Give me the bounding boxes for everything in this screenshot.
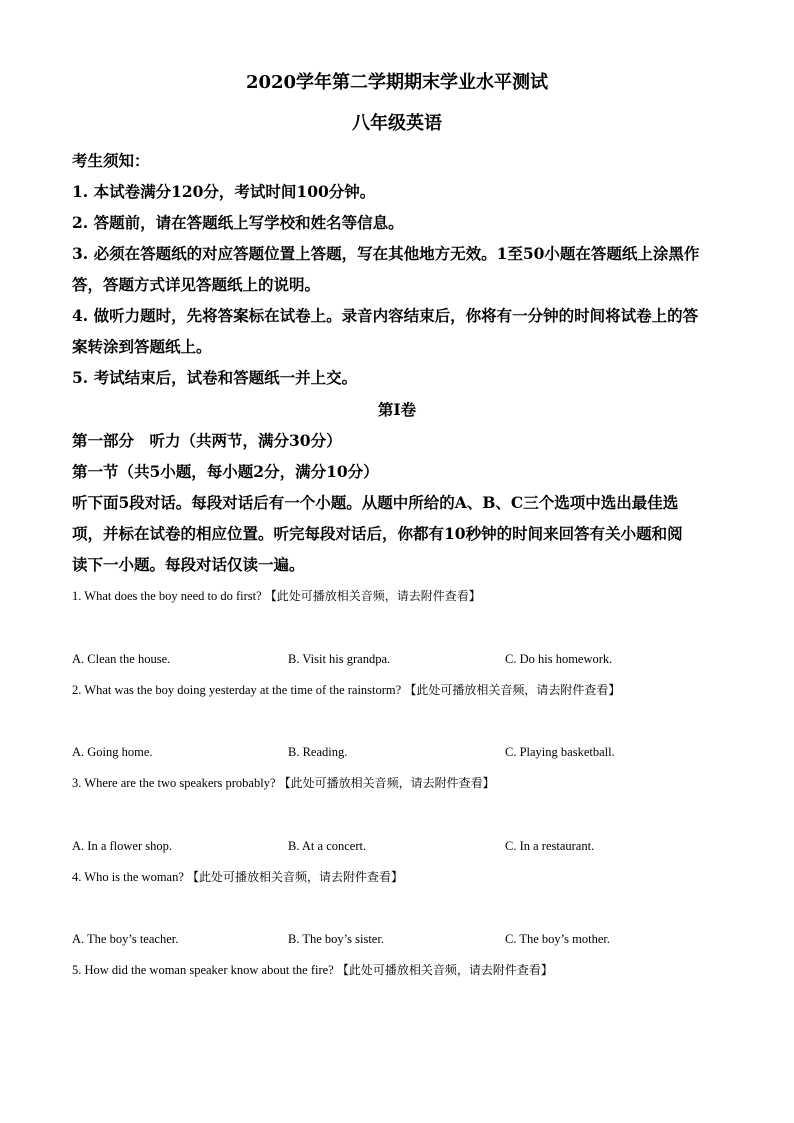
question-3 [72, 775, 752, 791]
option-a[interactable]: A. In a flower shop. [72, 839, 172, 853]
option-c[interactable]: C. The boy’s mother. [505, 932, 610, 946]
option-a[interactable]: A. The boy’s teacher. [72, 932, 179, 946]
notice-line-1: 1. 本试卷满分120分，考试时间100分钟。 [72, 182, 376, 201]
audio-note[interactable]: 【此处可播放相关音频，请去附件查看】 [187, 870, 404, 884]
option-b[interactable]: B. At a concert. [288, 839, 367, 853]
option-c[interactable]: C. Do his homework. [505, 652, 613, 666]
question-stem: 1. What does the boy need to do first? [72, 589, 262, 603]
notice-line-3-cont: 答，答题方式详见答题纸上的说明。 [72, 275, 321, 294]
notice-line-2: 2. 答题前，请在答题纸上写学校和姓名等信息。 [72, 213, 404, 232]
question-2 [72, 682, 752, 698]
notice-line-4: 4. 做听力题时，先将答案标在试卷上。录音内容结束后，你将有一分钟的时间将试卷上的答 [72, 306, 699, 325]
question-4-options [72, 931, 752, 947]
question-stem: 5. How did the woman speaker know about the fire? [72, 963, 334, 977]
question-4 [72, 869, 752, 885]
option-a[interactable]: A. Clean the house. [72, 652, 171, 666]
exam-subtitle: 八年级英语 [352, 113, 442, 134]
notice-line-5: 5. 考试结束后，试卷和答题纸一并上交。 [72, 368, 358, 387]
audio-note[interactable]: 【此处可播放相关音频，请去附件查看】 [278, 776, 495, 790]
question-stem: 3. Where are the two speakers probably? [72, 776, 276, 790]
question-stem: 4. Who is the woman? [72, 870, 184, 884]
option-b[interactable]: B. The boy’s sister. [288, 932, 384, 946]
audio-note[interactable]: 【此处可播放相关音频，请去附件查看】 [336, 963, 553, 977]
option-c[interactable]: C. In a restaurant. [505, 839, 595, 853]
volume-heading: 第I卷 [377, 400, 417, 419]
notice-heading: 考生须知： [72, 151, 150, 170]
question-1-options [72, 651, 752, 667]
audio-note[interactable]: 【此处可播放相关音频，请去附件查看】 [404, 683, 621, 697]
question-stem: 2. What was the boy doing yesterday at the time of the rainstorm? [72, 683, 402, 697]
part-heading: 第一部分 听力（共两节，满分30分） [72, 431, 342, 450]
instruction-line-1: 听下面5段对话。每段对话后有一个小题。从题中所给的A、B、C三个选项中选出最佳选 [72, 493, 679, 512]
question-1 [72, 588, 752, 604]
option-b[interactable]: B. Visit his grandpa. [288, 652, 391, 666]
notice-line-4-cont: 案转涂到答题纸上。 [72, 337, 212, 356]
option-a[interactable]: A. Going home. [72, 745, 153, 759]
audio-note[interactable]: 【此处可播放相关音频，请去附件查看】 [264, 589, 481, 603]
question-2-options [72, 744, 752, 760]
exam-title: 2020学年第二学期期末学业水平测试 [245, 72, 549, 93]
question-5 [72, 962, 752, 978]
option-c[interactable]: C. Playing basketball. [505, 745, 615, 759]
instruction-line-3: 读下一小题。每段对话仅读一遍。 [72, 555, 305, 574]
option-b[interactable]: B. Reading. [288, 745, 348, 759]
question-3-options [72, 838, 752, 854]
notice-line-3: 3. 必须在答题纸的对应答题位置上答题，写在其他地方无效。1至50小题在答题纸上涂黑作 [72, 244, 700, 263]
instruction-line-2: 项，并标在试卷的相应位置。听完每段对话后，你都有10秒钟的时间来回答有关小题和阅 [72, 524, 683, 543]
section-heading: 第一节（共5小题，每小题2分，满分10分） [72, 462, 379, 481]
